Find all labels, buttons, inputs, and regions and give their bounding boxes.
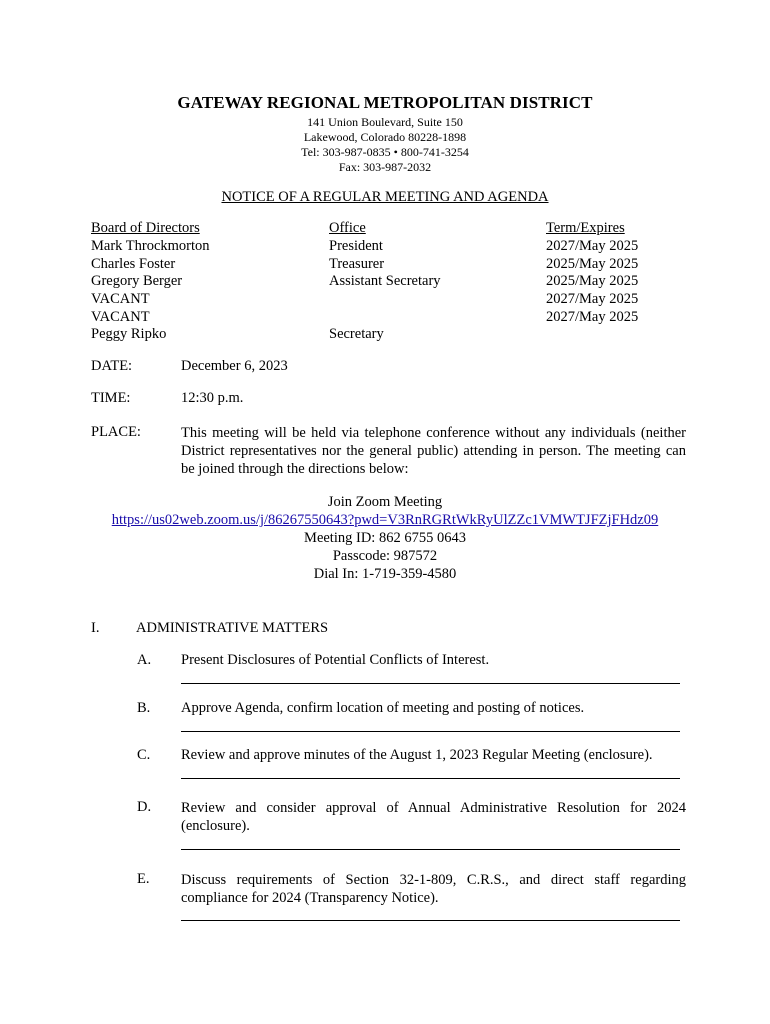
agenda-item-letter: E.	[137, 871, 150, 887]
board-row-office: Secretary	[329, 326, 384, 342]
phone-line: Tel: 303-987-0835 • 800-741-3254	[301, 145, 469, 159]
address-line-1: 141 Union Boulevard, Suite 150	[307, 115, 463, 129]
board-row-term: 2027/May 2025	[546, 238, 639, 254]
board-row-office: Assistant Secretary	[329, 273, 441, 289]
agenda-item-letter: D.	[137, 799, 152, 815]
place-value: This meeting will be held via telephone conference without any individuals (neither District representatives nor the general public) attending in person. The meeting can be joined through the directions below:	[181, 425, 686, 477]
board-row-name: Gregory Berger	[91, 273, 183, 289]
board-row-name: Charles Foster	[91, 256, 176, 272]
place-label: PLACE:	[91, 424, 141, 440]
notes-line	[181, 849, 680, 850]
board-row-term: 2027/May 2025	[546, 309, 639, 325]
time-label: TIME:	[91, 390, 131, 406]
notes-line	[181, 778, 680, 779]
zoom-link[interactable]: https://us02web.zoom.us/j/86267550643?pwd=V3RnRGRtWkRyUlZZc1VMWTJFZjFHdz09	[111, 512, 659, 528]
board-header-office: Office	[329, 220, 366, 236]
agenda-item-text: Present Disclosures of Potential Conflicts of Interest.	[181, 652, 490, 668]
zoom-dial-in: Dial In: 1-719-359-4580	[313, 566, 457, 582]
date-value: December 6, 2023	[181, 358, 288, 374]
fax-line: Fax: 303-987-2032	[338, 160, 432, 174]
board-row-office: Treasurer	[329, 256, 385, 272]
agenda-item-letter: A.	[137, 652, 152, 668]
notice-title: NOTICE OF A REGULAR MEETING AND AGENDA	[221, 189, 549, 205]
agenda-item-letter: C.	[137, 747, 151, 763]
agenda-item-text: Approve Agenda, confirm location of meeting and posting of notices.	[181, 700, 585, 716]
zoom-heading: Join Zoom Meeting	[327, 494, 443, 510]
board-row-term: 2025/May 2025	[546, 256, 639, 272]
agenda-item-text: Discuss requirements of Section 32-1-809, C.R.S., and direct staff regarding compliance for 2024 (Transparency Notice).	[181, 872, 686, 906]
notes-line	[181, 683, 680, 684]
time-value: 12:30 p.m.	[181, 390, 244, 406]
date-label: DATE:	[91, 358, 133, 374]
zoom-meeting-id: Meeting ID: 862 6755 0643	[304, 530, 466, 546]
board-row-name: VACANT	[91, 309, 150, 325]
board-row-term: 2027/May 2025	[546, 291, 639, 307]
district-name: GATEWAY REGIONAL METROPOLITAN DISTRICT	[177, 93, 593, 112]
board-row-name: VACANT	[91, 291, 150, 307]
section-title: ADMINISTRATIVE MATTERS	[136, 620, 329, 636]
zoom-passcode: Passcode: 987572	[332, 548, 438, 564]
board-row-term: 2025/May 2025	[546, 273, 639, 289]
agenda-item-text: Review and consider approval of Annual Administrative Resolution for 2024 (enclosure).	[181, 800, 686, 834]
board-row-name: Peggy Ripko	[91, 326, 167, 342]
board-row-office: President	[329, 238, 383, 254]
address-line-2: Lakewood, Colorado 80228-1898	[303, 130, 467, 144]
notes-line	[181, 920, 680, 921]
board-row-name: Mark Throckmorton	[91, 238, 210, 254]
notes-line	[181, 731, 680, 732]
section-number: I.	[91, 620, 100, 636]
agenda-item-text: Review and approve minutes of the August 1, 2023 Regular Meeting (enclosure).	[181, 747, 653, 763]
board-header-term: Term/Expires	[546, 220, 625, 236]
agenda-item-letter: B.	[137, 700, 151, 716]
board-header-directors: Board of Directors	[91, 220, 200, 236]
